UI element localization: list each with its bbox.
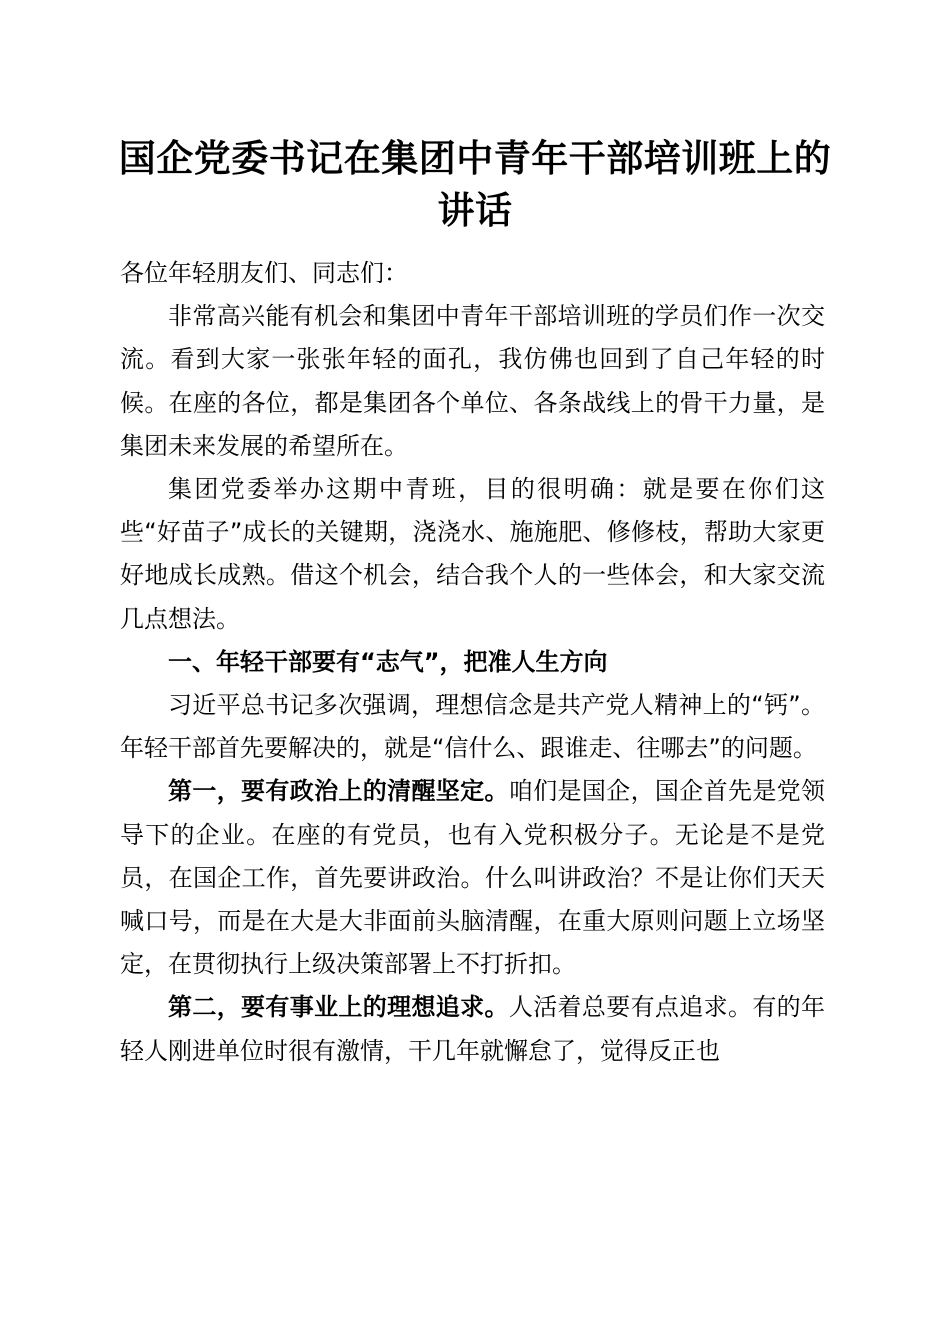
point-text: 咱们是国企，国企首先是党领导下的企业。在座的有党员，也有入党积极分子。无论是不是党员，在国企工作，首先要讲政治。什么叫讲政治？不是让你们天天喊口号，而是在大是大非面前头脑清醒，在重大原则问题上立场坚定，在贯彻执行上级决策部署上不打折扣。 [120,777,826,979]
paragraph-intro: 非常高兴能有机会和集团中青年干部培训班的学员们作一次交流。看到大家一张张年轻的面孔，我仿佛也回到了自己年轻的时候。在座的各位，都是集团各个单位、各条战线上的骨干力量，是集团未来发展的希望所在。 [120,302,825,460]
paragraph-purpose: 集团党委举办这期中青班，目的很明确：就是要在你们这些“好苗子”成长的关键期，浇浇水、施施肥、修修枝，帮助大家更好地成长成熟。借这个机会，结合我个人的一些体会，和大家交流几点想法。 [120,475,825,633]
document-body [120,252,825,1073]
document-title: 国企党委书记在集团中青年干部培训班上的讲话 [118,136,832,232]
salutation: 各位年轻朋友们、同志们： [120,259,408,287]
section-heading: 一、年轻干部要有“志气”，把准人生方向 [168,647,608,676]
point-paragraph [120,986,825,1072]
point-text: 人活着总要有点追求。有的年轻人刚进单位时很有激情，干几年就懈怠了，觉得反正也 [120,993,826,1065]
point-lead: 第二，要有事业上的理想追求。 [168,993,509,1022]
point-lead: 第一，要有政治上的清醒坚定。 [168,777,509,806]
point-paragraph [120,770,825,986]
section-intro: 习近平总书记多次强调，理想信念是共产党人精神上的“钙”。年轻干部首先要解决的，就是“信什么、跟谁走、往哪去”的问题。 [120,691,825,763]
